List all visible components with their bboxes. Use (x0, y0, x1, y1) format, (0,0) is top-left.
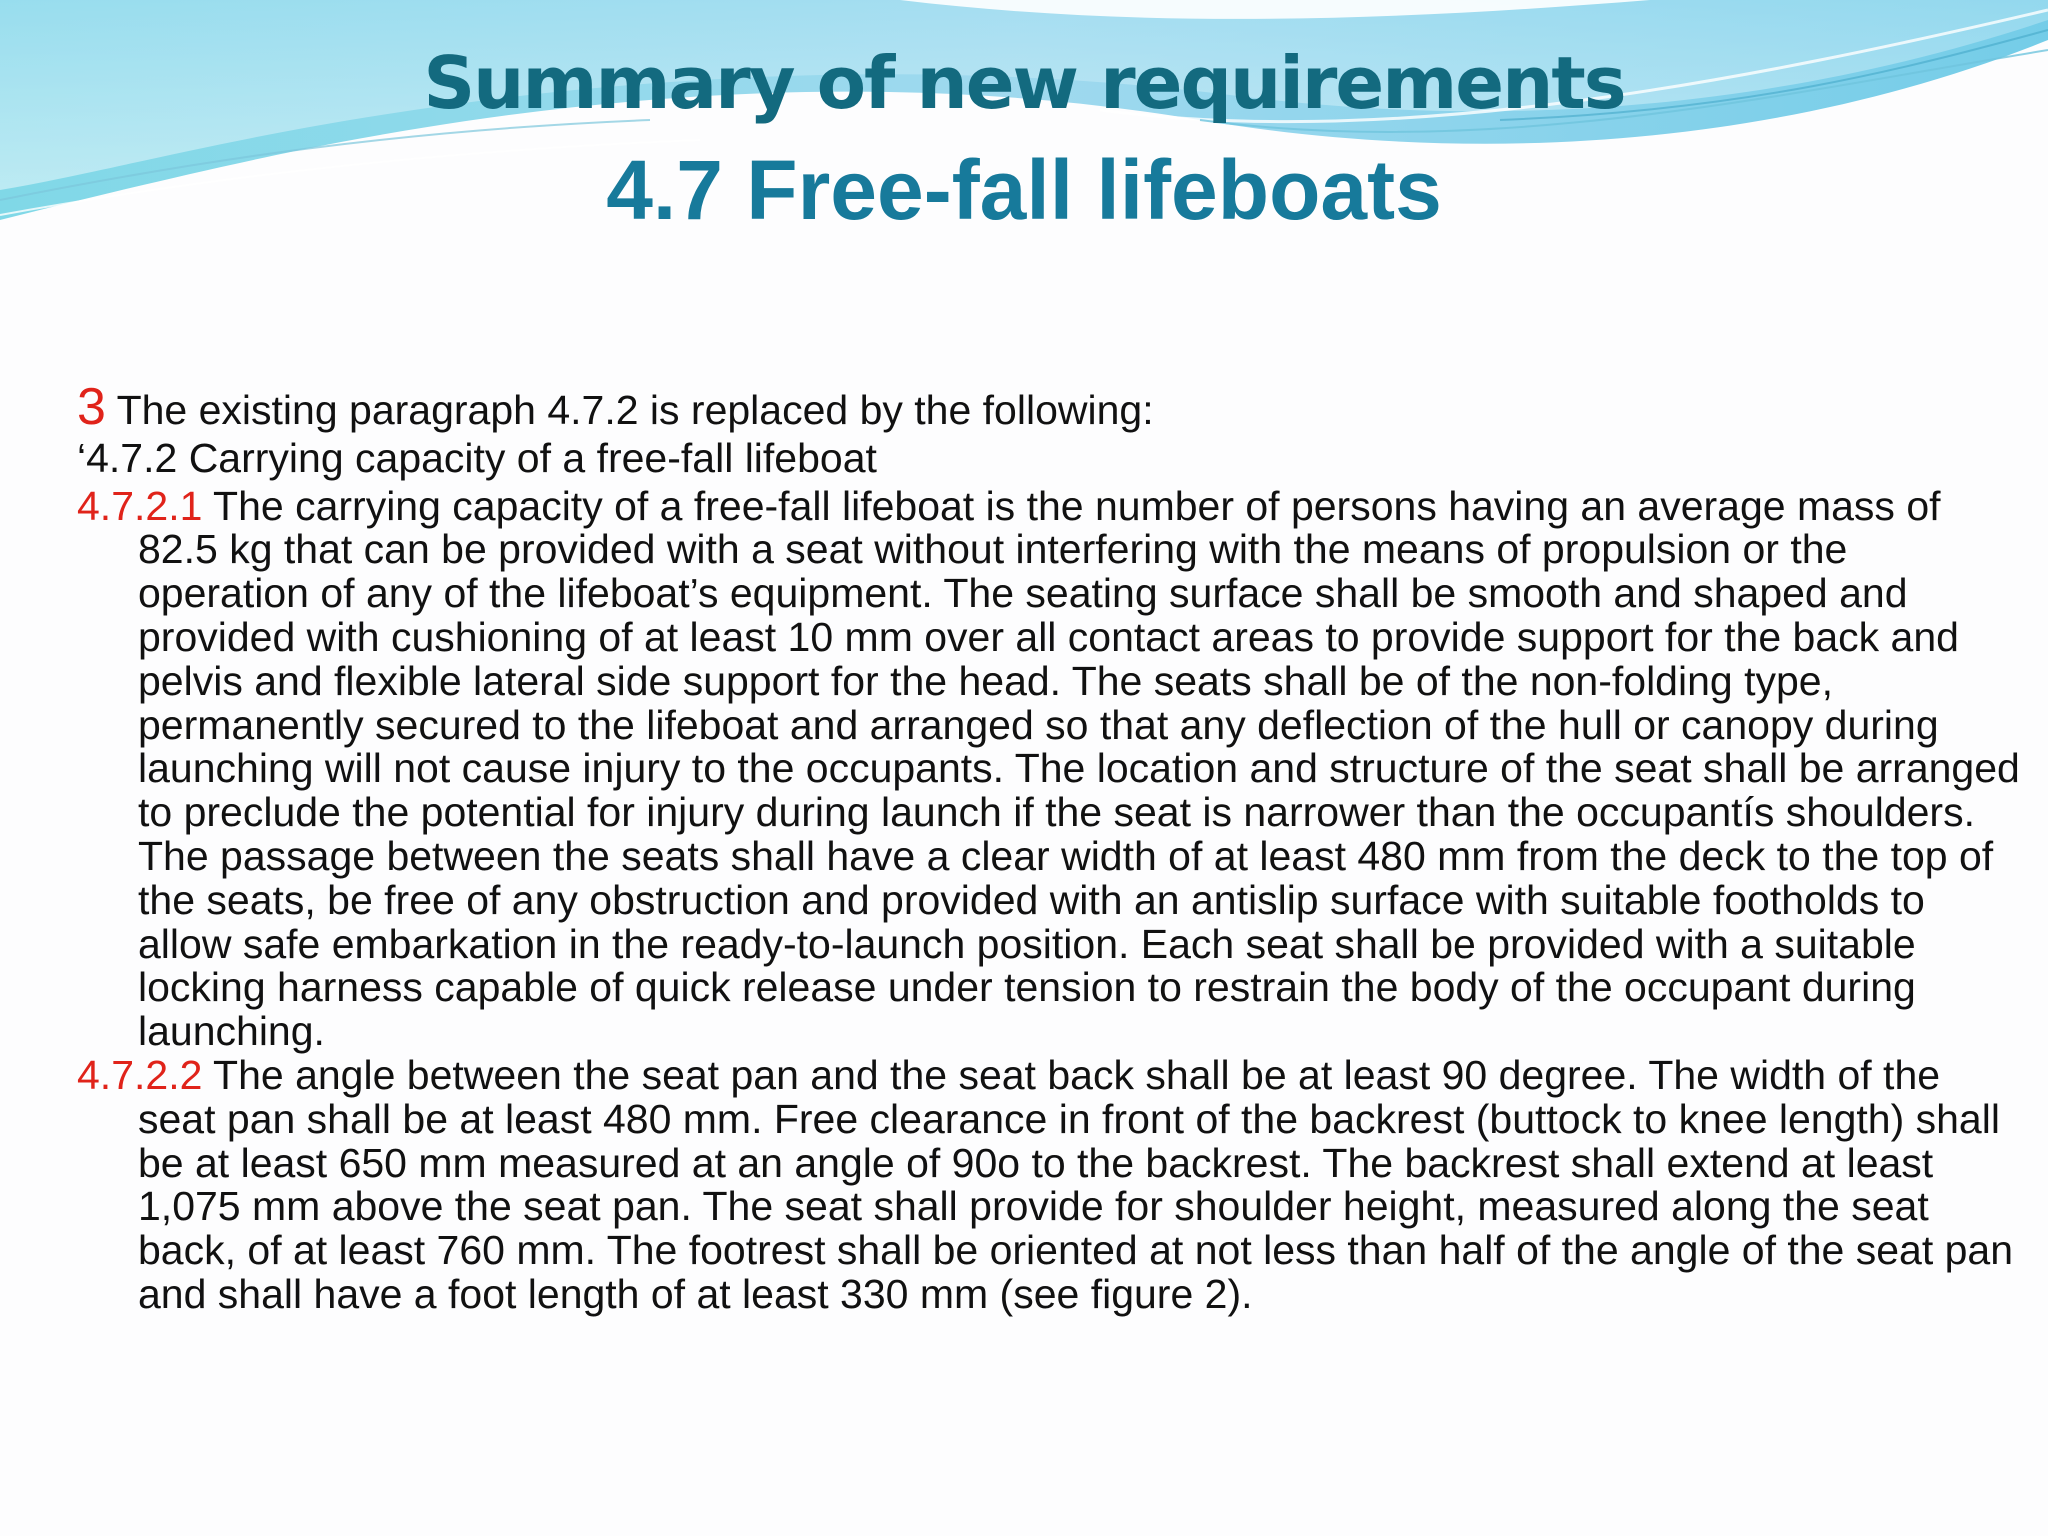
intro-text: The existing paragraph 4.7.2 is replaced by the following: (105, 387, 1154, 433)
intro-paragraph (77, 378, 2027, 436)
intro-number: 3 (77, 378, 106, 436)
paragraph-4-7-2-2 (77, 1051, 2027, 1317)
slide-subtitle: 4.7 Free-fall lifeboats (606, 143, 1442, 237)
slide-title: Summary of new requirements (423, 41, 1625, 125)
paragraph-number-4-7-2-2: 4.7.2.2 (77, 1051, 203, 1098)
paragraph-number-4-7-2-1: 4.7.2.1 (77, 482, 203, 529)
paragraph-text-4-7-2-2: The angle between the seat pan and the seat back shall be at least 90 degree. The width of the seat pan shall be at least 480 mm. Free clearance in front of the backrest (buttock to knee length) shall be at least 650 mm measured at an angle of 90o to the backrest. The backrest shall extend at least 1,075 mm above the seat pan. The seat shall provide for shoulder height, measured along the seat back, of at least 760 mm. The footrest shall be oriented at not less than half of the angle of the seat pan and shall have a foot length of at least 330 mm (see figure 2). (138, 1051, 2014, 1317)
slide-body (77, 378, 2027, 1329)
section-heading: ‘4.7.2 Carrying capacity of a free-fall lifeboat (77, 434, 877, 481)
paragraph-4-7-2-1 (77, 482, 2027, 1055)
paragraph-text-4-7-2-1: The carrying capacity of a free-fall lifeboat is the number of persons having an average mass of 82.5 kg that can be provided with a seat without interfering with the means of propulsion or the operation of any of the lifeboat’s equipment. The seating surface shall be smooth and shaped and provided with cushioning of at least 10 mm over all contact areas to provide support for the back and pelvis and flexible lateral side support for the head. The seats shall be of the non-folding type, permanently secured to the lifeboat and arranged so that any deflection of the hull or canopy during launching will not cause injury to the occupants. The location and structure of the seat shall be arranged to preclude the potential for injury during launch if the seat is narrower than the occupantís shoulders. The passage between the seats shall have a clear width of at least 480 mm from the deck to the top of the seats, be free of any obstruction and provided with an antislip surface with suitable footholds to allow safe embarkation in the ready-to-launch position. Each seat shall be provided with a suitable locking harness capable of quick release under tension to restrain the body of the occupant during launching. (138, 482, 2020, 1055)
